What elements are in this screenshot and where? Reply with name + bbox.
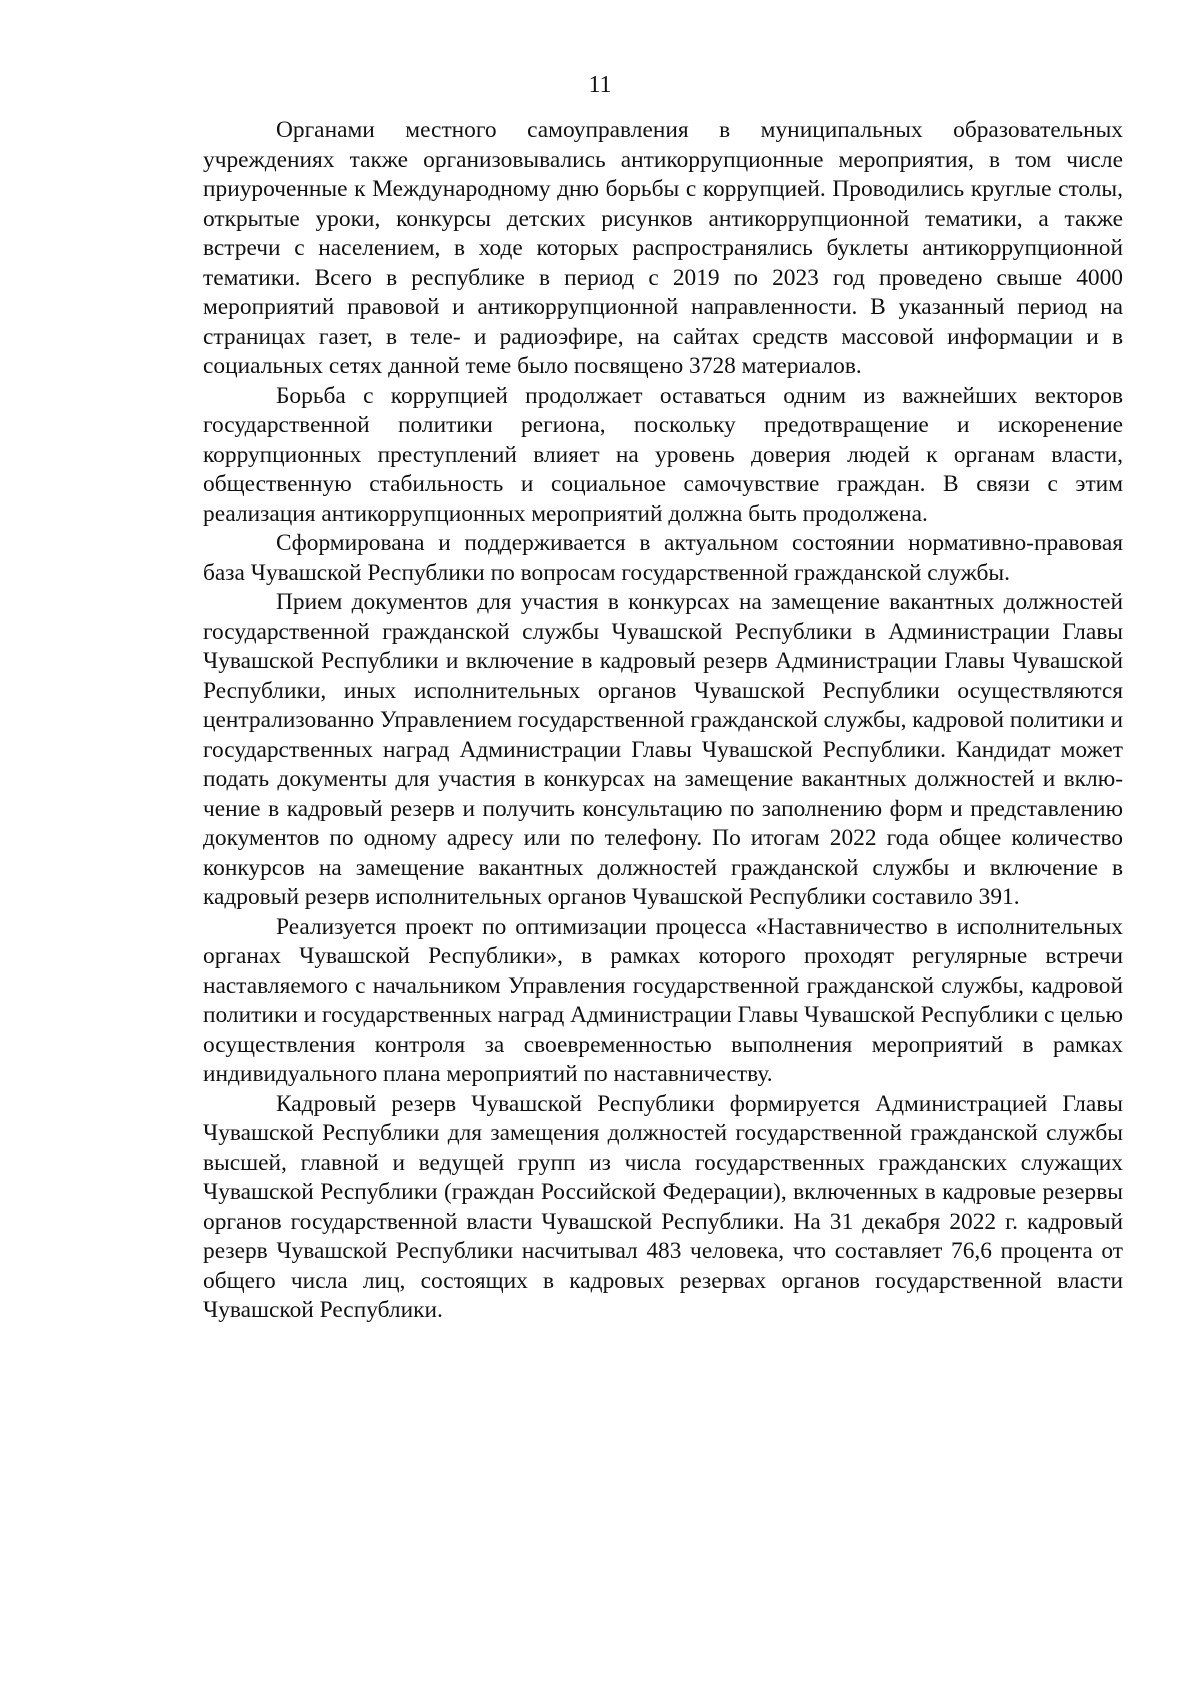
page-number: 11: [588, 72, 612, 98]
paragraph-competition-documents: Прием документов для участия в конкурсах на замещение вакантных должностей государственной гражданской службы Чувашской Республики в Администрации Главы Чувашской Республики и включение в кадровый резерв Администрации Главы Чувашской Республики, иных исполнительных органов Чувашской Республики осуществляются централизованно Управлением государственной гражданской службы, кадровой политики и государственных наград Администрации Главы Чувашской Республики. Кандидат может подать документы для участия в конкурсах на замещение вакантных должностей и включение в кадровый резерв и получить консультацию по заполнению форм и представлению документов по одному адресу или по телефону. По итогам 2022 года общее количество конкурсов на замещение вакантных должностей гражданской службы и включение в кадровый резерв исполнительных органов Чувашской Республики составило 391.: [203, 589, 1123, 910]
paragraph-personnel-reserve: Кадровый резерв Чувашской Республики формируется Администрацией Главы Чувашской Республики для замещения должностей государственной гражданской службы высшей, главной и ведущей групп из числа государственных гражданских служащих Чувашской Республики (граждан Российской Федерации), включенных в кадровые резервы органов государственной власти Чувашской Республики. На 31 декабря 2022 г. кадровый резерв Чувашской Республики насчитывал 483 человека, что составляет 76,6 процента от общего числа лиц, состоящих в кадровых резервах органов государственной власти Чувашской Республики.: [203, 1090, 1123, 1323]
paragraph-legal-framework: Сформирована и поддерживается в актуальном состоянии нормативно-правовая база Чувашской Республики по вопросам государственной гражданской службы.: [203, 530, 1123, 586]
paragraph-anticorruption-events: Органами местного самоуправления в муниципальных образовательных учреждениях также организовывались антикоррупционные мероприятия, в том числе приуроченные к Международному дню борьбы с коррупцией. Проводились круглые столы, открытые уроки, конкурсы детских рисунков антикоррупционной тематики, а также встречи с населением, в ходе которых распространялись буклеты антикоррупционной тематики. Всего в республике в период с 2019 по 2023 год проведено свыше 4000 мероприятий правовой и антикоррупционной направленности. В указанный период на страницах газет, в теле- и радиоэфире, на сайтах средств массовой информации и в социальных сетях данной теме было посвящено 3728 материалов.: [203, 117, 1123, 379]
paragraph-mentorship-project: Реализуется проект по оптимизации процесса «Наставничество в исполнительных органах Чувашской Республики», в рамках которого проходят регулярные встречи наставляемого с начальником Управления государственной гражданской службы, кадровой политики и государственных наград Администрации Главы Чувашской Республики с целью осуществления контроля за своевременностью выполнения мероприятий в рамках индивидуального плана мероприятий по наставничеству.: [203, 913, 1123, 1087]
document-body: [203, 116, 1123, 1326]
paragraph-anticorruption-policy: Борьба с коррупцией продолжает оставаться одним из важнейших векторов государственной политики региона, поскольку предотвращение и искоренение коррупционных преступлений влияет на уровень доверия людей к органам власти, общественную стабильность и социальное самочувствие граждан. В связи с этим реализация антикоррупционных мероприятий должна быть продолжена.: [203, 382, 1123, 527]
